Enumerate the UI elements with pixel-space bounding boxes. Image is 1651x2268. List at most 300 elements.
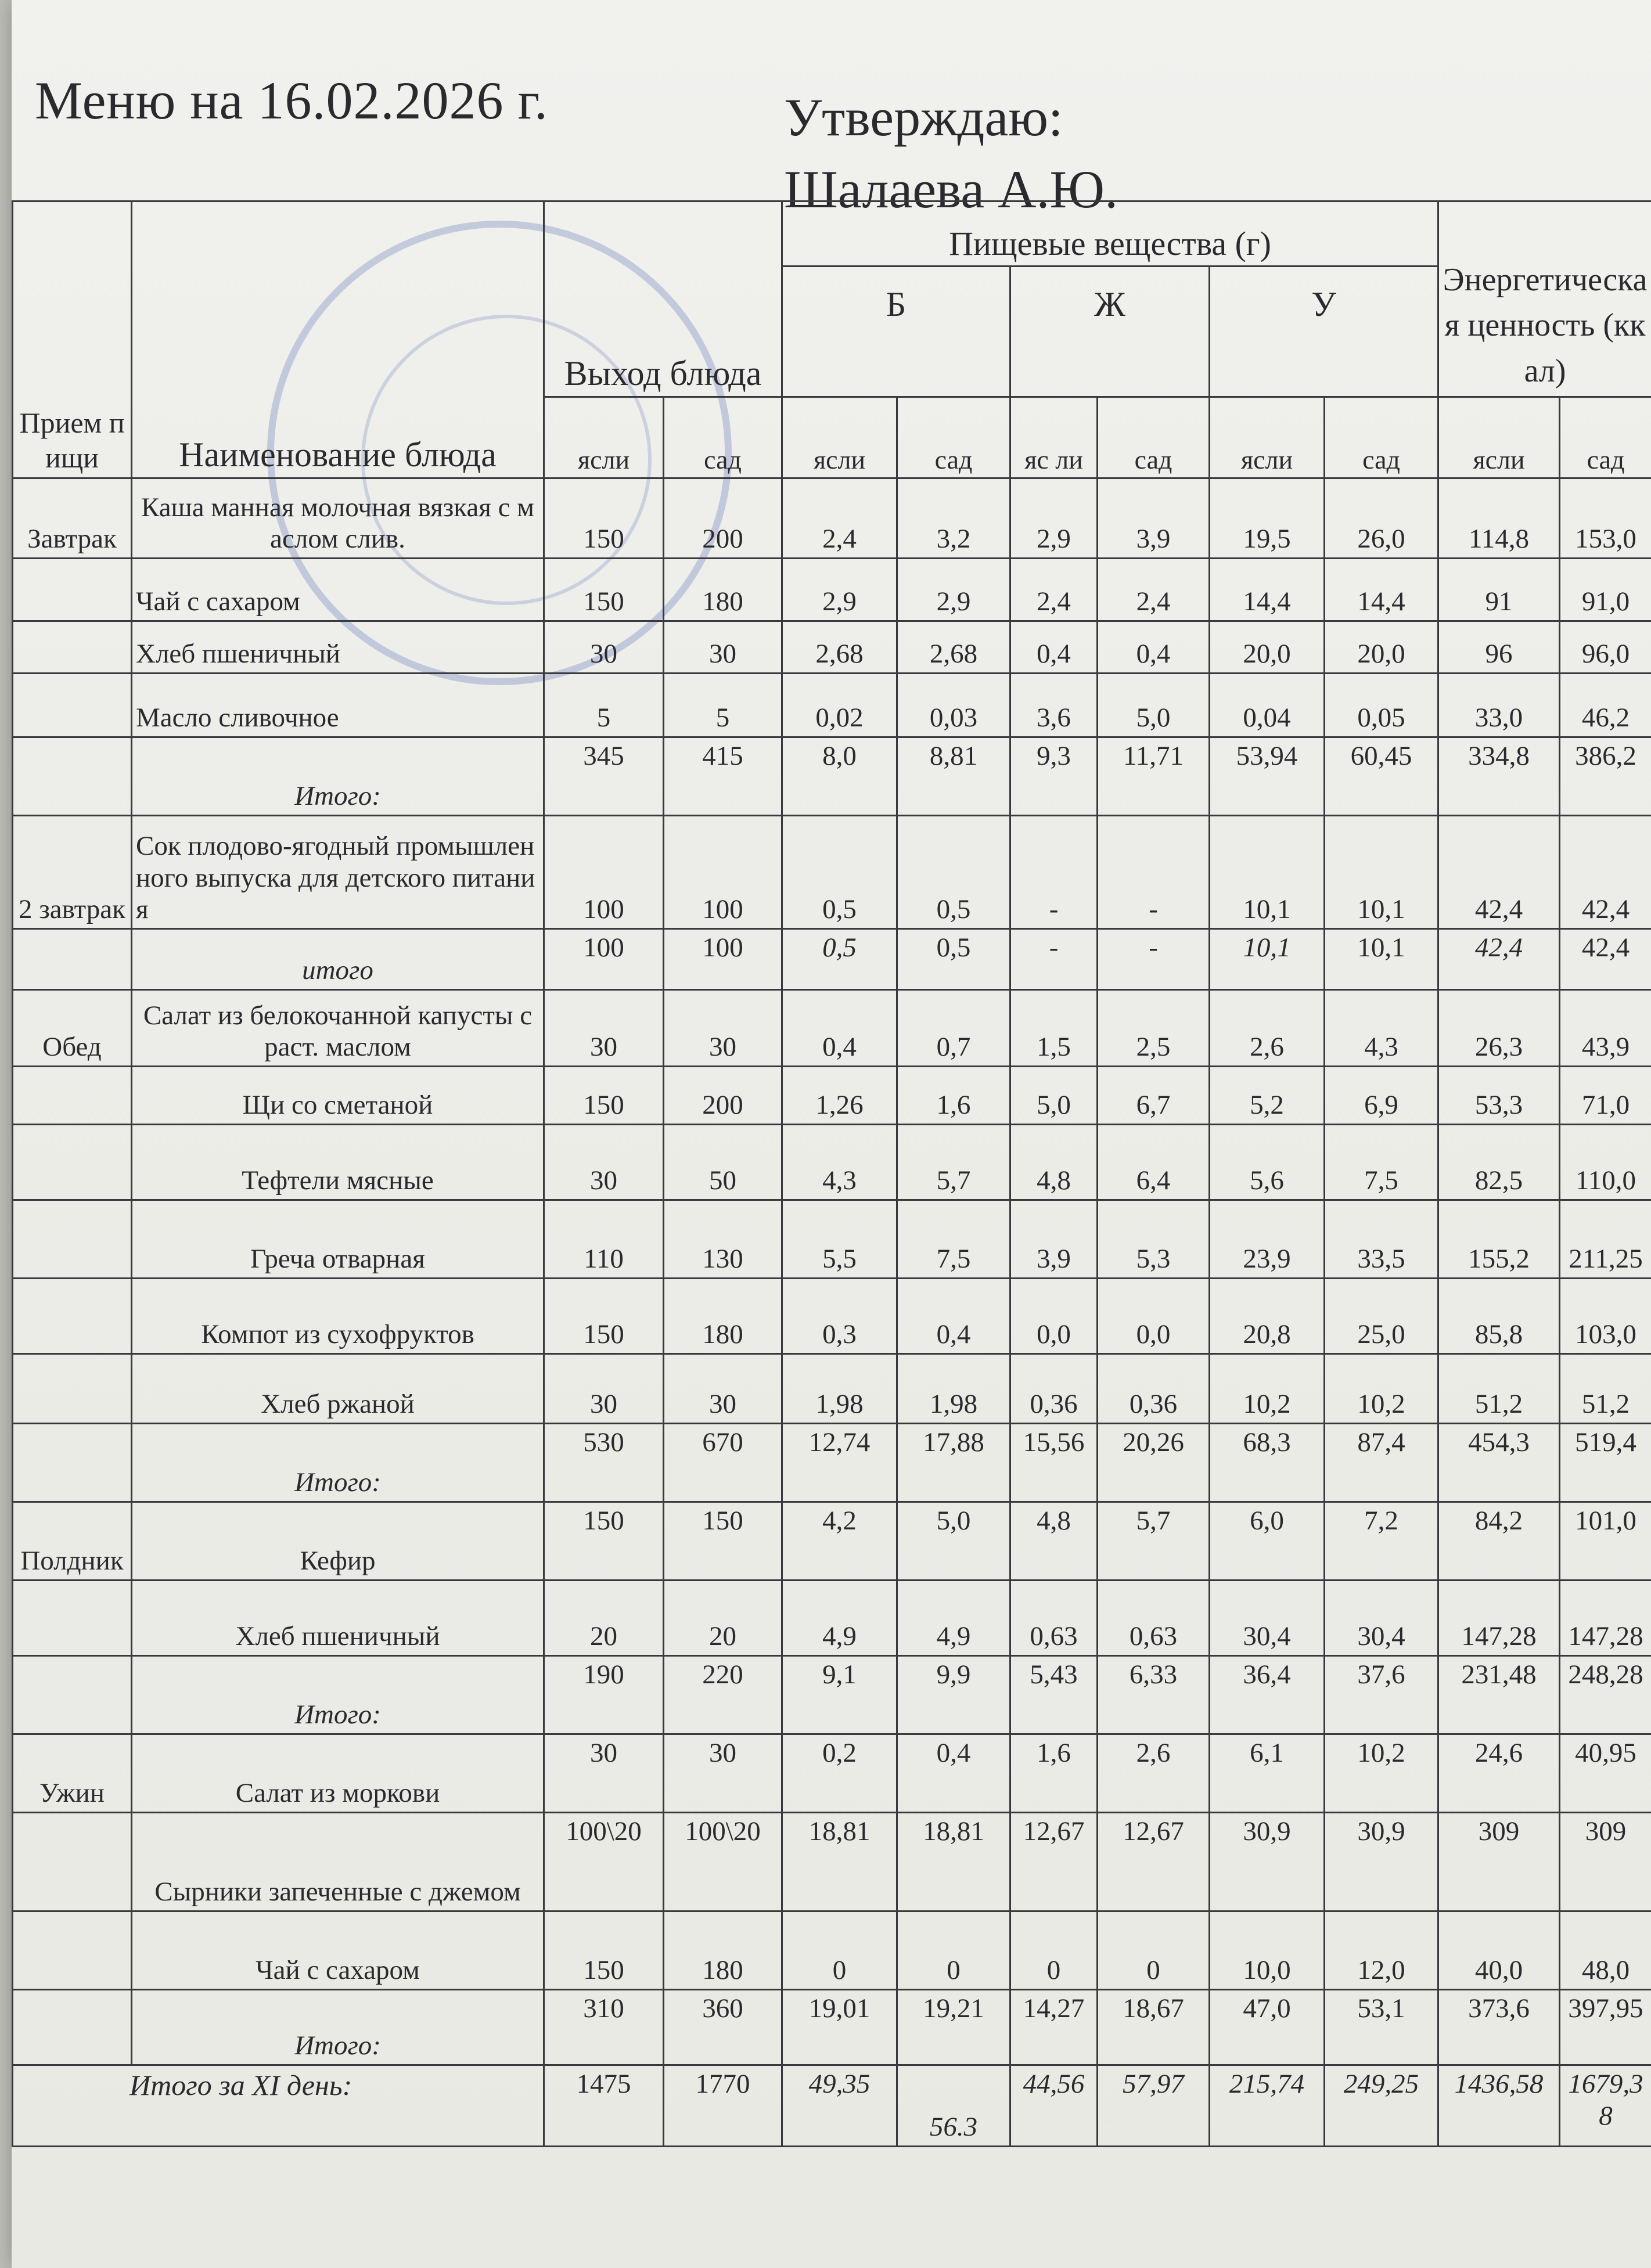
dish-name: Каша манная молочная вязкая с маслом слив. (132, 478, 544, 559)
table-row (13, 816, 1651, 929)
cell-yield-nursery: 530 (544, 1424, 664, 1502)
meal-cell (13, 1279, 132, 1354)
cell-yield-nursery: 100 (544, 816, 664, 929)
cell-energy-kindergarten: 71,0 (1560, 1067, 1651, 1125)
cell-energy-kindergarten: 42,4 (1560, 929, 1651, 990)
col-header-protein: Б (782, 267, 1010, 397)
meal-cell (13, 1813, 132, 1911)
cell-protein-kindergarten: 2,68 (897, 621, 1010, 674)
cell-carbs-kindergarten: 10,2 (1325, 1734, 1438, 1813)
cell-fat-nursery: 1,6 (1010, 1734, 1098, 1813)
cell-energy-kindergarten: 96,0 (1560, 621, 1651, 674)
cell-energy-nursery: 147,28 (1438, 1581, 1560, 1656)
cell-fat-kindergarten: 11,71 (1098, 737, 1210, 816)
cell-energy-nursery: 82,5 (1438, 1125, 1560, 1200)
dish-name: Хлеб пшеничный (132, 621, 544, 674)
cell-protein-kindergarten: 19,21 (897, 1990, 1010, 2065)
cell-fat-nursery: 0,36 (1010, 1354, 1098, 1424)
cell-protein-kindergarten: 7,5 (897, 1200, 1010, 1279)
cell-energy-nursery: 231,48 (1438, 1656, 1560, 1734)
cell-energy-kindergarten: 46,2 (1560, 674, 1651, 737)
table-row (13, 1354, 1651, 1424)
cell-yield-nursery: 150 (544, 1067, 664, 1125)
menu-title: Меню на 16.02.2026 г. (35, 71, 548, 130)
table-row (13, 674, 1651, 737)
cell-yield-nursery: 110 (544, 1200, 664, 1279)
cell-energy-nursery: 84,2 (1438, 1502, 1560, 1581)
cell-yield-kindergarten: 100\20 (664, 1813, 782, 1911)
cell-fat-nursery: - (1010, 816, 1098, 929)
cell-energy-nursery: 96 (1438, 621, 1560, 674)
cell-energy-kindergarten: 103,0 (1560, 1279, 1651, 1354)
cell-fat-kindergarten: 5,7 (1098, 1502, 1210, 1581)
day-total-carbs-kindergarten: 249,25 (1325, 2065, 1438, 2147)
cell-protein-nursery: 0,02 (782, 674, 897, 737)
cell-fat-kindergarten: 6,7 (1098, 1067, 1210, 1125)
cell-protein-nursery: 12,74 (782, 1424, 897, 1502)
meal-cell (13, 929, 132, 990)
dish-name: Греча отварная (132, 1200, 544, 1279)
cell-energy-kindergarten: 51,2 (1560, 1354, 1651, 1424)
meal-cell (13, 1354, 132, 1424)
cell-yield-kindergarten: 670 (664, 1424, 782, 1502)
cell-yield-kindergarten: 30 (664, 1354, 782, 1424)
cell-protein-kindergarten: 9,9 (897, 1656, 1010, 1734)
cell-yield-nursery: 30 (544, 1125, 664, 1200)
subtotal-label: Итого: (132, 1656, 544, 1734)
meal-cell: Завтрак (13, 478, 132, 559)
cell-energy-nursery: 42,4 (1438, 816, 1560, 929)
day-total-label: Итого за XI день: (13, 2065, 544, 2147)
cell-fat-kindergarten: 2,6 (1098, 1734, 1210, 1813)
table-row (13, 1990, 1651, 2065)
cell-carbs-nursery: 10,1 (1210, 816, 1325, 929)
cell-fat-nursery: 0,4 (1010, 621, 1098, 674)
cell-yield-kindergarten: 200 (664, 1067, 782, 1125)
cell-protein-nursery: 0,3 (782, 1279, 897, 1354)
cell-energy-nursery: 33,0 (1438, 674, 1560, 737)
cell-fat-nursery: 0,63 (1010, 1581, 1098, 1656)
cell-carbs-nursery: 36,4 (1210, 1656, 1325, 1734)
menu-table-body (13, 478, 1651, 2065)
cell-fat-kindergarten: - (1098, 929, 1210, 990)
subtotal-label: Итого: (132, 737, 544, 816)
cell-carbs-nursery: 10,2 (1210, 1354, 1325, 1424)
table-row (13, 1656, 1651, 1734)
dish-name: Кефир (132, 1502, 544, 1581)
cell-energy-nursery: 40,0 (1438, 1911, 1560, 1990)
cell-yield-nursery: 150 (544, 1911, 664, 1990)
cell-yield-kindergarten: 30 (664, 621, 782, 674)
cell-fat-nursery: 5,0 (1010, 1067, 1098, 1125)
cell-protein-nursery: 2,4 (782, 478, 897, 559)
cell-fat-nursery: 0,0 (1010, 1279, 1098, 1354)
col-header-fat: Ж (1010, 267, 1210, 397)
cell-carbs-nursery: 5,6 (1210, 1125, 1325, 1200)
cell-energy-kindergarten: 386,2 (1560, 737, 1651, 816)
meal-cell (13, 737, 132, 816)
table-row (13, 990, 1651, 1067)
col-header-carbs: У (1210, 267, 1438, 397)
table-row (13, 1125, 1651, 1200)
cell-carbs-nursery: 20,8 (1210, 1279, 1325, 1354)
day-total-protein-kindergarten: 56.3 (897, 2065, 1010, 2147)
cell-energy-nursery: 42,4 (1438, 929, 1560, 990)
cell-carbs-kindergarten: 7,2 (1325, 1502, 1438, 1581)
col-header-yield: Выход блюда (544, 201, 782, 397)
cell-carbs-kindergarten: 4,3 (1325, 990, 1438, 1067)
cell-fat-nursery: 0 (1010, 1911, 1098, 1990)
cell-carbs-kindergarten: 33,5 (1325, 1200, 1438, 1279)
cell-carbs-nursery: 2,6 (1210, 990, 1325, 1067)
dish-name: Хлеб пшеничный (132, 1581, 544, 1656)
dish-name: Хлеб ржаной (132, 1354, 544, 1424)
table-row (13, 559, 1651, 621)
cell-fat-nursery: - (1010, 929, 1098, 990)
table-row (13, 1911, 1651, 1990)
cell-fat-kindergarten: 0,36 (1098, 1354, 1210, 1424)
table-row (13, 1734, 1651, 1813)
day-total-yield-nursery: 1475 (544, 2065, 664, 2147)
day-total-energy-nursery: 1436,58 (1438, 2065, 1560, 2147)
cell-fat-kindergarten: 0,63 (1098, 1581, 1210, 1656)
cell-yield-nursery: 5 (544, 674, 664, 737)
meal-cell: Обед (13, 990, 132, 1067)
cell-fat-kindergarten: 5,0 (1098, 674, 1210, 737)
cell-fat-kindergarten: 6,4 (1098, 1125, 1210, 1200)
subtotal-label: Итого: (132, 1990, 544, 2065)
cell-energy-nursery: 53,3 (1438, 1067, 1560, 1125)
meal-cell (13, 674, 132, 737)
cell-carbs-kindergarten: 26,0 (1325, 478, 1438, 559)
cell-protein-kindergarten: 1,98 (897, 1354, 1010, 1424)
cell-protein-nursery: 9,1 (782, 1656, 897, 1734)
day-total-yield-kindergarten: 1770 (664, 2065, 782, 2147)
cell-yield-nursery: 310 (544, 1990, 664, 2065)
cell-carbs-nursery: 10,1 (1210, 929, 1325, 990)
cell-carbs-kindergarten: 20,0 (1325, 621, 1438, 674)
cell-energy-nursery: 373,6 (1438, 1990, 1560, 2065)
cell-fat-nursery: 5,43 (1010, 1656, 1098, 1734)
dish-name: Чай с сахаром (132, 1911, 544, 1990)
cell-fat-kindergarten: 5,3 (1098, 1200, 1210, 1279)
cell-carbs-kindergarten: 10,1 (1325, 816, 1438, 929)
cell-fat-nursery: 9,3 (1010, 737, 1098, 816)
cell-carbs-nursery: 30,9 (1210, 1813, 1325, 1911)
cell-fat-kindergarten: - (1098, 816, 1210, 929)
day-total-protein-nursery: 49,35 (782, 2065, 897, 2147)
cell-yield-nursery: 150 (544, 559, 664, 621)
dish-name: Салат из белокочанной капусты с раст. маслом (132, 990, 544, 1067)
cell-yield-nursery: 150 (544, 1279, 664, 1354)
day-total-energy-kindergarten: 1679,38 (1560, 2065, 1651, 2147)
cell-carbs-nursery: 20,0 (1210, 621, 1325, 674)
table-row (13, 1424, 1651, 1502)
table-row (13, 621, 1651, 674)
cell-protein-kindergarten: 0,4 (897, 1279, 1010, 1354)
cell-protein-kindergarten: 0,5 (897, 929, 1010, 990)
cell-carbs-nursery: 5,2 (1210, 1067, 1325, 1125)
cell-fat-kindergarten: 18,67 (1098, 1990, 1210, 2065)
meal-cell: Полдник (13, 1502, 132, 1581)
cell-carbs-kindergarten: 10,1 (1325, 929, 1438, 990)
cell-energy-nursery: 85,8 (1438, 1279, 1560, 1354)
cell-yield-nursery: 30 (544, 1734, 664, 1813)
col-header-carbs-nursery: ясли (1210, 397, 1325, 478)
cell-yield-kindergarten: 415 (664, 737, 782, 816)
cell-protein-nursery: 0,4 (782, 990, 897, 1067)
cell-fat-kindergarten: 6,33 (1098, 1656, 1210, 1734)
table-row (13, 1581, 1651, 1656)
cell-carbs-nursery: 23,9 (1210, 1200, 1325, 1279)
cell-fat-nursery: 3,6 (1010, 674, 1098, 737)
cell-protein-nursery: 19,01 (782, 1990, 897, 2065)
table-row (13, 1279, 1651, 1354)
cell-carbs-kindergarten: 53,1 (1325, 1990, 1438, 2065)
cell-protein-nursery: 0,5 (782, 816, 897, 929)
cell-energy-kindergarten: 147,28 (1560, 1581, 1651, 1656)
cell-energy-nursery: 24,6 (1438, 1734, 1560, 1813)
cell-fat-kindergarten: 12,67 (1098, 1813, 1210, 1911)
table-row (13, 1067, 1651, 1125)
cell-protein-nursery: 18,81 (782, 1813, 897, 1911)
meal-cell (13, 621, 132, 674)
col-header-yield-kindergarten: сад (664, 397, 782, 478)
cell-yield-kindergarten: 20 (664, 1581, 782, 1656)
cell-protein-nursery: 8,0 (782, 737, 897, 816)
cell-protein-kindergarten: 5,0 (897, 1502, 1010, 1581)
cell-protein-nursery: 5,5 (782, 1200, 897, 1279)
cell-protein-nursery: 2,68 (782, 621, 897, 674)
cell-fat-nursery: 2,4 (1010, 559, 1098, 621)
cell-yield-kindergarten: 180 (664, 1279, 782, 1354)
meal-cell: Ужин (13, 1734, 132, 1813)
dish-name: Сырники запеченные с джемом (132, 1813, 544, 1911)
col-header-meal: Прием пищи (13, 201, 132, 478)
col-header-energy-nursery: ясли (1438, 397, 1560, 478)
cell-carbs-kindergarten: 87,4 (1325, 1424, 1438, 1502)
approver-name: Шалаева А.Ю. (784, 160, 1118, 219)
cell-energy-kindergarten: 153,0 (1560, 478, 1651, 559)
cell-energy-nursery: 26,3 (1438, 990, 1560, 1067)
cell-carbs-nursery: 47,0 (1210, 1990, 1325, 2065)
cell-protein-kindergarten: 5,7 (897, 1125, 1010, 1200)
col-header-yield-nursery: ясли (544, 397, 664, 478)
table-row (13, 478, 1651, 559)
cell-energy-kindergarten: 101,0 (1560, 1502, 1651, 1581)
cell-carbs-nursery: 30,4 (1210, 1581, 1325, 1656)
col-header-protein-kindergarten: сад (897, 397, 1010, 478)
meal-cell (13, 1424, 132, 1502)
cell-carbs-nursery: 6,0 (1210, 1502, 1325, 1581)
cell-carbs-nursery: 68,3 (1210, 1424, 1325, 1502)
cell-energy-kindergarten: 519,4 (1560, 1424, 1651, 1502)
cell-yield-kindergarten: 50 (664, 1125, 782, 1200)
cell-yield-kindergarten: 220 (664, 1656, 782, 1734)
cell-fat-kindergarten: 0 (1098, 1911, 1210, 1990)
cell-protein-kindergarten: 18,81 (897, 1813, 1010, 1911)
cell-carbs-kindergarten: 7,5 (1325, 1125, 1438, 1200)
cell-energy-kindergarten: 91,0 (1560, 559, 1651, 621)
cell-protein-nursery: 4,3 (782, 1125, 897, 1200)
meal-cell (13, 1067, 132, 1125)
cell-protein-nursery: 0,5 (782, 929, 897, 990)
col-header-carbs-kindergarten: сад (1325, 397, 1438, 478)
cell-carbs-kindergarten: 30,9 (1325, 1813, 1438, 1911)
cell-energy-kindergarten: 40,95 (1560, 1734, 1651, 1813)
dish-name: Салат из моркови (132, 1734, 544, 1813)
cell-yield-kindergarten: 100 (664, 816, 782, 929)
cell-yield-kindergarten: 200 (664, 478, 782, 559)
cell-carbs-nursery: 6,1 (1210, 1734, 1325, 1813)
meal-cell (13, 1911, 132, 1990)
table-row (13, 1502, 1651, 1581)
col-header-fat-nursery: яс ли (1010, 397, 1098, 478)
cell-protein-nursery: 0 (782, 1911, 897, 1990)
cell-yield-kindergarten: 360 (664, 1990, 782, 2065)
cell-carbs-kindergarten: 6,9 (1325, 1067, 1438, 1125)
cell-yield-kindergarten: 30 (664, 1734, 782, 1813)
cell-protein-kindergarten: 0,03 (897, 674, 1010, 737)
dish-name: Чай с сахаром (132, 559, 544, 621)
day-total-row (13, 2065, 1651, 2147)
cell-yield-kindergarten: 100 (664, 929, 782, 990)
table-row (13, 1200, 1651, 1279)
day-total-fat-kindergarten: 57,97 (1098, 2065, 1210, 2147)
cell-protein-kindergarten: 1,6 (897, 1067, 1010, 1125)
cell-protein-nursery: 1,26 (782, 1067, 897, 1125)
cell-protein-nursery: 4,2 (782, 1502, 897, 1581)
cell-carbs-kindergarten: 37,6 (1325, 1656, 1438, 1734)
cell-protein-kindergarten: 0,4 (897, 1734, 1010, 1813)
cell-energy-kindergarten: 309 (1560, 1813, 1651, 1911)
cell-energy-kindergarten: 43,9 (1560, 990, 1651, 1067)
cell-fat-kindergarten: 2,5 (1098, 990, 1210, 1067)
day-total-carbs-nursery: 215,74 (1210, 2065, 1325, 2147)
cell-fat-kindergarten: 3,9 (1098, 478, 1210, 559)
cell-carbs-kindergarten: 14,4 (1325, 559, 1438, 621)
cell-energy-kindergarten: 248,28 (1560, 1656, 1651, 1734)
cell-yield-kindergarten: 150 (664, 1502, 782, 1581)
cell-energy-nursery: 91 (1438, 559, 1560, 621)
cell-fat-nursery: 1,5 (1010, 990, 1098, 1067)
cell-fat-kindergarten: 0,0 (1098, 1279, 1210, 1354)
subtotal-label: итого (132, 929, 544, 990)
dish-name: Щи со сметаной (132, 1067, 544, 1125)
cell-protein-kindergarten: 0,5 (897, 816, 1010, 929)
cell-protein-kindergarten: 4,9 (897, 1581, 1010, 1656)
cell-yield-nursery: 345 (544, 737, 664, 816)
day-total-fat-nursery: 44,56 (1010, 2065, 1098, 2147)
cell-yield-nursery: 150 (544, 478, 664, 559)
cell-protein-nursery: 1,98 (782, 1354, 897, 1424)
cell-carbs-kindergarten: 60,45 (1325, 737, 1438, 816)
cell-energy-nursery: 155,2 (1438, 1200, 1560, 1279)
cell-energy-kindergarten: 48,0 (1560, 1911, 1651, 1990)
cell-carbs-kindergarten: 0,05 (1325, 674, 1438, 737)
meal-cell (13, 1125, 132, 1200)
cell-protein-kindergarten: 2,9 (897, 559, 1010, 621)
col-header-nutrients: Пищевые вещества (г) (782, 201, 1438, 267)
col-header-energy: Энергетическая ценность (ккал) (1438, 201, 1651, 397)
cell-carbs-nursery: 19,5 (1210, 478, 1325, 559)
cell-energy-kindergarten: 211,25 (1560, 1200, 1651, 1279)
cell-carbs-nursery: 0,04 (1210, 674, 1325, 737)
cell-yield-nursery: 100 (544, 929, 664, 990)
meal-cell: 2 завтрак (13, 816, 132, 929)
cell-protein-kindergarten: 0 (897, 1911, 1010, 1990)
cell-energy-nursery: 51,2 (1438, 1354, 1560, 1424)
dish-name: Тефтели мясные (132, 1125, 544, 1200)
cell-yield-nursery: 30 (544, 990, 664, 1067)
menu-sheet (12, 0, 1651, 2268)
cell-energy-nursery: 309 (1438, 1813, 1560, 1911)
meal-cell (13, 1990, 132, 2065)
cell-yield-nursery: 20 (544, 1581, 664, 1656)
dish-name: Компот из сухофруктов (132, 1279, 544, 1354)
cell-energy-kindergarten: 110,0 (1560, 1125, 1651, 1200)
col-header-fat-kindergarten: сад (1098, 397, 1210, 478)
cell-yield-kindergarten: 130 (664, 1200, 782, 1279)
cell-yield-kindergarten: 30 (664, 990, 782, 1067)
approval-label: Утверждаю: (784, 88, 1063, 147)
col-header-protein-nursery: ясли (782, 397, 897, 478)
meal-cell (13, 1200, 132, 1279)
meal-cell (13, 1581, 132, 1656)
meal-cell (13, 559, 132, 621)
cell-carbs-kindergarten: 12,0 (1325, 1911, 1438, 1990)
cell-yield-nursery: 190 (544, 1656, 664, 1734)
cell-carbs-kindergarten: 30,4 (1325, 1581, 1438, 1656)
table-row (13, 737, 1651, 816)
cell-protein-nursery: 0,2 (782, 1734, 897, 1813)
cell-fat-nursery: 2,9 (1010, 478, 1098, 559)
meal-cell (13, 1656, 132, 1734)
cell-energy-kindergarten: 42,4 (1560, 816, 1651, 929)
cell-yield-kindergarten: 180 (664, 559, 782, 621)
cell-carbs-nursery: 10,0 (1210, 1911, 1325, 1990)
cell-yield-kindergarten: 5 (664, 674, 782, 737)
dish-name: Сок плодово-ягодный промышленного выпуска для детского питания (132, 816, 544, 929)
cell-fat-kindergarten: 2,4 (1098, 559, 1210, 621)
table-row (13, 929, 1651, 990)
table-row (13, 1813, 1651, 1911)
cell-yield-nursery: 150 (544, 1502, 664, 1581)
cell-fat-nursery: 15,56 (1010, 1424, 1098, 1502)
dish-name: Масло сливочное (132, 674, 544, 737)
cell-protein-kindergarten: 3,2 (897, 478, 1010, 559)
subtotal-label: Итого: (132, 1424, 544, 1502)
cell-yield-nursery: 100\20 (544, 1813, 664, 1911)
cell-carbs-kindergarten: 10,2 (1325, 1354, 1438, 1424)
cell-energy-nursery: 114,8 (1438, 478, 1560, 559)
cell-protein-nursery: 4,9 (782, 1581, 897, 1656)
cell-carbs-nursery: 53,94 (1210, 737, 1325, 816)
cell-protein-kindergarten: 17,88 (897, 1424, 1010, 1502)
cell-yield-nursery: 30 (544, 1354, 664, 1424)
cell-carbs-nursery: 14,4 (1210, 559, 1325, 621)
cell-protein-kindergarten: 8,81 (897, 737, 1010, 816)
cell-fat-kindergarten: 20,26 (1098, 1424, 1210, 1502)
cell-yield-kindergarten: 180 (664, 1911, 782, 1990)
cell-fat-nursery: 4,8 (1010, 1502, 1098, 1581)
cell-fat-nursery: 14,27 (1010, 1990, 1098, 2065)
cell-fat-kindergarten: 0,4 (1098, 621, 1210, 674)
cell-fat-nursery: 3,9 (1010, 1200, 1098, 1279)
cell-protein-nursery: 2,9 (782, 559, 897, 621)
cell-yield-nursery: 30 (544, 621, 664, 674)
cell-energy-nursery: 334,8 (1438, 737, 1560, 816)
